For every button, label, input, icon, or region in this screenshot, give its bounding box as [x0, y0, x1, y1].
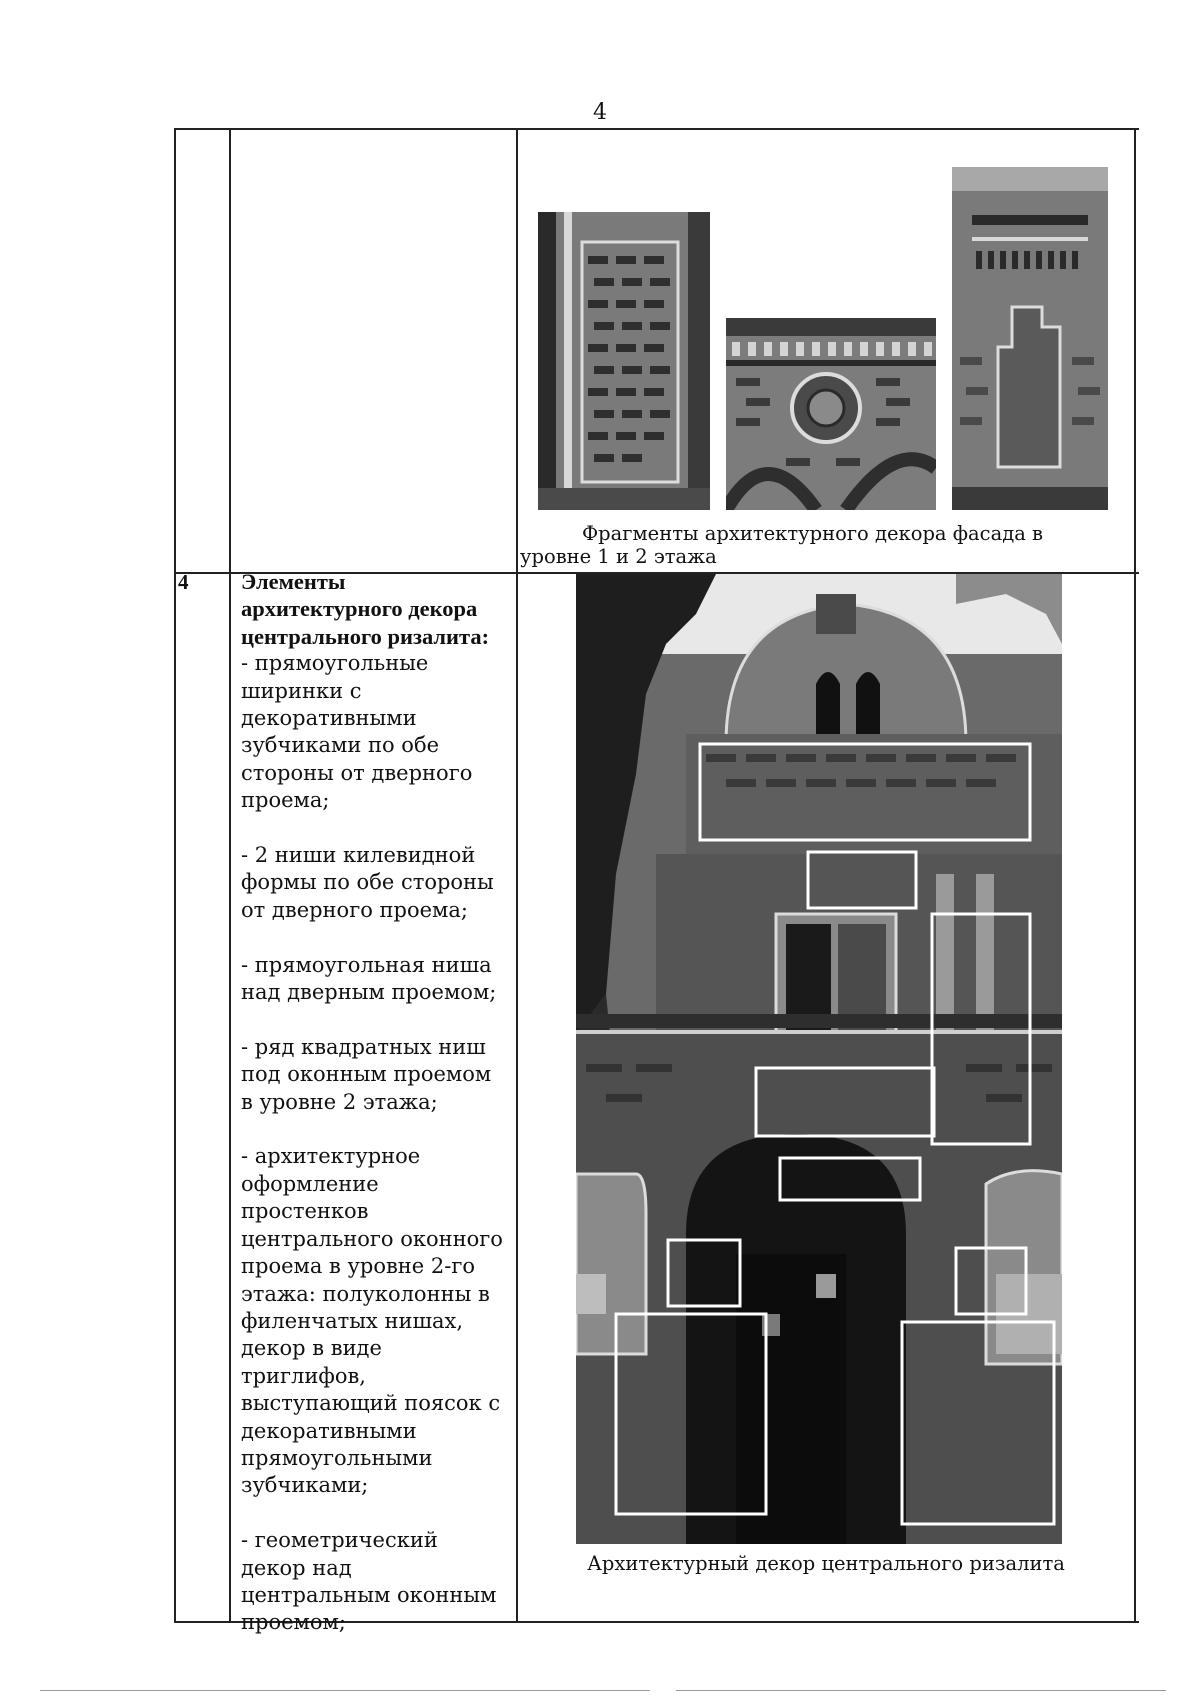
decor-description: [241, 568, 503, 1637]
description-item-6: - геометрический декор над центральным оконным проемом;: [241, 1528, 497, 1635]
footer-rule-left: [40, 1690, 650, 1691]
fragment-photo-2-image: [726, 318, 936, 510]
description-item-1: - прямоугольные ширинки с декоративными зубчиками по обе стороны от дверного проема;: [241, 651, 473, 813]
fragment-photo-2: [726, 318, 936, 510]
description-title: Элементы архитектурного декора центрального ризалита:: [241, 569, 490, 649]
fragment-photo-3-image: [952, 167, 1108, 510]
fragment-photo-3: [952, 167, 1108, 510]
table-left-border: [174, 128, 176, 1623]
central-risalit-photo: [576, 574, 1062, 1544]
column-divider-2: [516, 128, 518, 1623]
central-risalit-photo-image: [576, 574, 1062, 1544]
description-item-3: - прямоугольная ниша над дверным проемом;: [241, 952, 497, 1005]
column-divider-1: [229, 128, 231, 1623]
fragment-photo-1-image: [538, 212, 710, 510]
description-item-5: - архитектурное оформление простенков центрального оконного проема в уровне 2-го этажа: полуколонны в филенчатых нишах, декор в виде триглифов, выступающий поясок с декоративными прямоугольными зубчиками;: [241, 1144, 503, 1498]
table-right-border: [1134, 128, 1136, 1623]
page-number: 4: [593, 100, 607, 125]
fragments-caption: Фрагменты архитектурного декора фасада в уровне 1 и 2 этажа: [520, 522, 1044, 568]
footer-rule-right: [676, 1690, 1166, 1691]
table-top-border: [174, 128, 1139, 130]
row-number: 4: [178, 570, 189, 594]
description-item-4: - ряд квадратных ниш под оконным проемом в уровне 2 этажа;: [241, 1034, 492, 1114]
central-risalit-caption: Архитектурный декор центрального ризалита: [587, 1552, 1065, 1575]
description-item-2: - 2 ниши килевидной формы по обе стороны от дверного проема;: [241, 843, 494, 922]
fragment-photo-1: [538, 212, 710, 510]
